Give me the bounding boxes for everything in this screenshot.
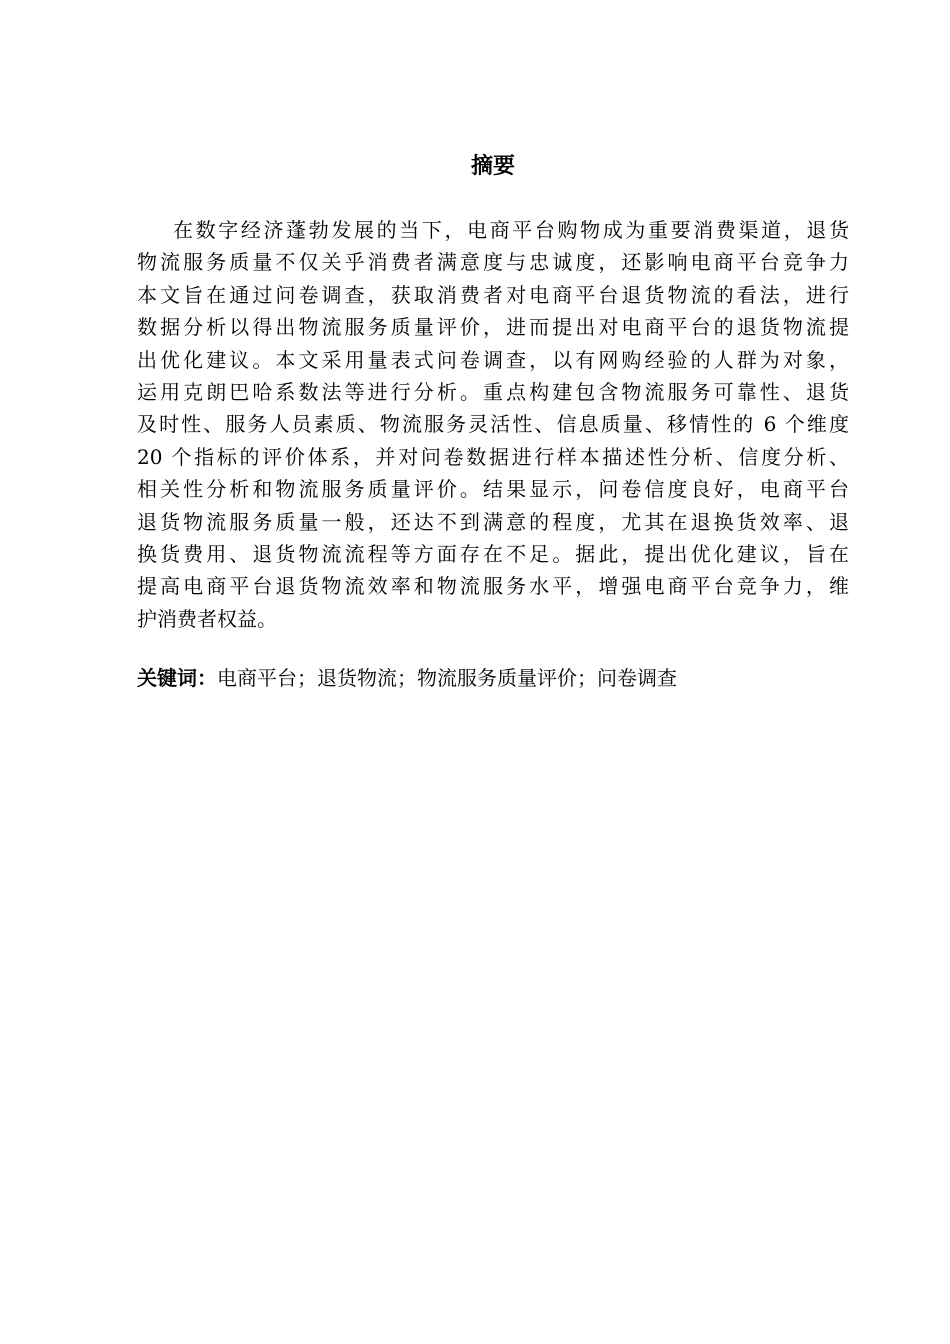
keywords-text: 电商平台；退货物流；物流服务质量评价；问卷调查 <box>217 666 677 690</box>
abstract-line: 提高电商平台退货物流效率和物流服务水平，增强电商平台竞争力，维 <box>137 574 849 599</box>
abstract-line: 护消费者权益。 <box>137 606 277 631</box>
abstract-title: 摘要 <box>470 154 515 179</box>
abstract-body <box>137 214 849 635</box>
keywords-paragraph <box>137 662 677 694</box>
abstract-line: 在数字经济蓬勃发展的当下，电商平台购物成为重要消费渠道，退货 <box>173 218 849 242</box>
abstract-line: 运用克朗巴哈系数法等进行分析。重点构建包含物流服务可靠性、退货 <box>137 379 849 404</box>
abstract-line: 换货费用、退货物流流程等方面存在不足。据此，提出优化建议，旨在 <box>137 541 849 566</box>
abstract-line: 物流服务质量不仅关乎消费者满意度与忠诚度，还影响电商平台竞争力 <box>137 250 849 275</box>
abstract-line: 相关性分析和物流服务质量评价。结果显示，问卷信度良好，电商平台 <box>137 477 849 502</box>
abstract-line: 20 个指标的评价体系，并对问卷数据进行样本描述性分析、信度分析、 <box>137 444 849 469</box>
keywords-label: 关键词： <box>137 666 217 690</box>
abstract-line: 出优化建议。本文采用量表式问卷调查，以有网购经验的人群为对象， <box>137 347 849 372</box>
abstract-line: 及时性、服务人员素质、物流服务灵活性、信息质量、移情性的 6 个维度 <box>137 412 849 437</box>
abstract-line: 本文旨在通过问卷调查，获取消费者对电商平台退货物流的看法，进行 <box>137 282 849 307</box>
abstract-line: 退货物流服务质量一般，还达不到满意的程度，尤其在退换货效率、退 <box>137 509 849 534</box>
abstract-line: 数据分析以得出物流服务质量评价，进而提出对电商平台的退货物流提 <box>137 315 849 340</box>
